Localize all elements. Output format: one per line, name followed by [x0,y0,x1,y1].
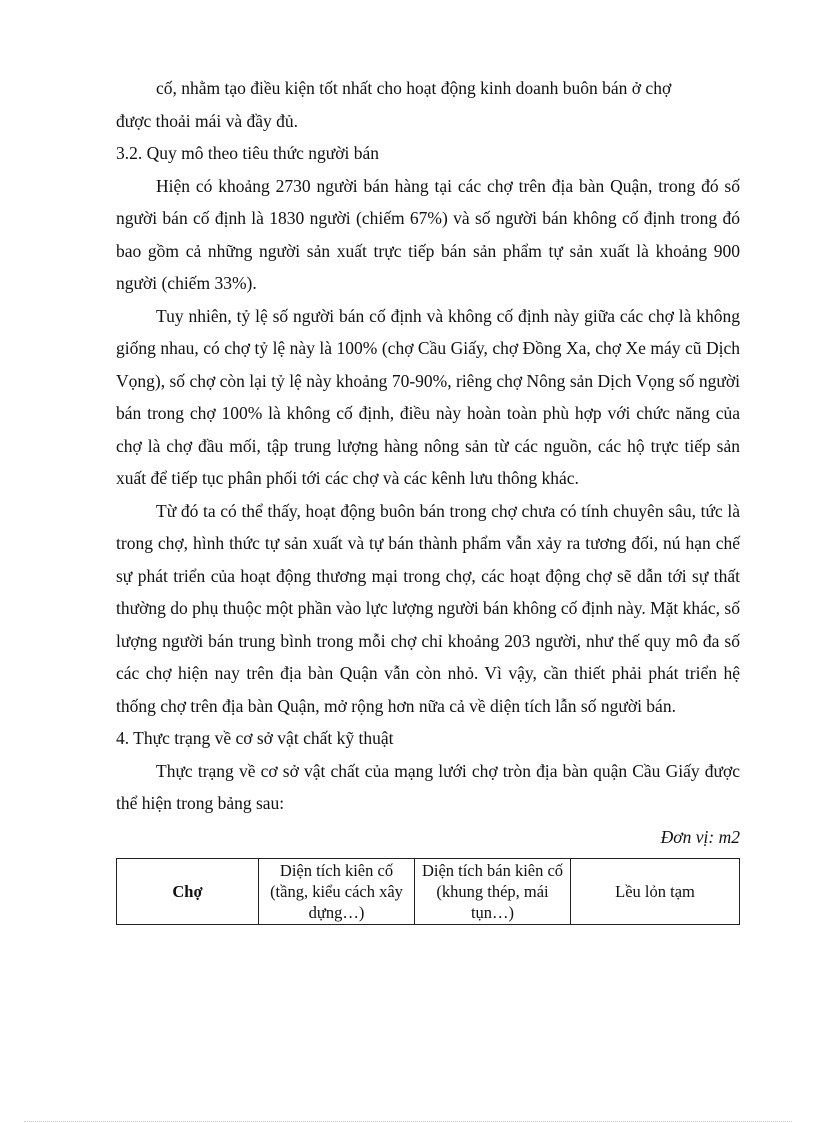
section-heading-3-2: 3.2. Quy mô theo tiêu thức người bán [116,143,379,163]
table-header-cell: Diện tích bán kiên cố (khung thép, mái tụn…) [415,859,571,925]
document-page [116,72,740,925]
page-bottom-divider [24,1121,792,1122]
paragraph-table-intro: Thực trạng về cơ sở vật chất của mạng lưới chợ tròn địa bàn quận Cầu Giấy được thể hiện trong bảng sau: [116,760,740,813]
table-header-row [117,859,740,925]
paragraph-sellers-ratio: Tuy nhiên, tỷ lệ số người bán cố định và không cố định này giữa các chợ là không giống nhau, có chợ tỷ lệ này là 100% (chợ Cầu Giấy, chợ Đồng Xa, chợ Xe máy cũ Dịch Vọng), số chợ còn lại tỷ lệ này khoảng 70-90%, riêng chợ Nông sản Dịch Vọng số người bán trong chợ 100% là không cố định, điều này hoàn toàn phù hợp với chức năng của chợ là chợ đầu mối, tập trung lượng hàng nông sản từ các nguồn, các hộ trực tiếp sản xuất để tiếp tục phân phối tới các chợ và các kênh lưu thông khác. [116,305,740,488]
facilities-table [116,858,740,925]
paragraph-continuation-end: được thoải mái và đầy đủ. [116,110,299,131]
paragraph-continuation: cố, nhằm tạo điều kiện tốt nhất cho hoạt động kinh doanh buôn bán ở chợ [156,78,672,98]
unit-label: Đơn vị: m2 [660,826,740,847]
table-header-cell: Diện tích kiên cố (tầng, kiểu cách xây dựng…) [259,859,415,925]
section-heading-4: 4. Thực trạng về cơ sở vật chất kỹ thuật [116,728,394,748]
table-header-cell: Chợ [117,859,259,925]
table-header-cell: Lều lỏn tạm [571,859,740,925]
paragraph-conclusion: Từ đó ta có thể thấy, hoạt động buôn bán trong chợ chưa có tính chuyên sâu, tức là trong chợ, hình thức tự sản xuất và tự bán thành phẩm vẫn xảy ra tương đối, nú hạn chế sự phát triển của hoạt động thương mại trong chợ, các hoạt động chợ sẽ dẫn tới sự thất thường do phụ thuộc một phần vào lực lượng người bán không cố định này. Mặt khác, số lượng người bán trung bình trong mỗi chợ chỉ khoảng 203 người, như thế quy mô đa số các chợ hiện nay trên địa bàn Quận vẫn còn nhỏ. Vì vậy, cần thiết phải phát triển hệ thống chợ trên địa bàn Quận, mở rộng hơn nữa cả về diện tích lẫn số người bán. [116,500,740,716]
paragraph-sellers-count: Hiện có khoảng 2730 người bán hàng tại các chợ trên địa bàn Quận, trong đó số người bán cố định là 1830 người (chiếm 67%) và số người bán không cố định trong đó bao gồm cả những người sản xuất trực tiếp bán sản phẩm tự sản xuất là khoảng 900 người (chiếm 33%). [116,175,740,293]
